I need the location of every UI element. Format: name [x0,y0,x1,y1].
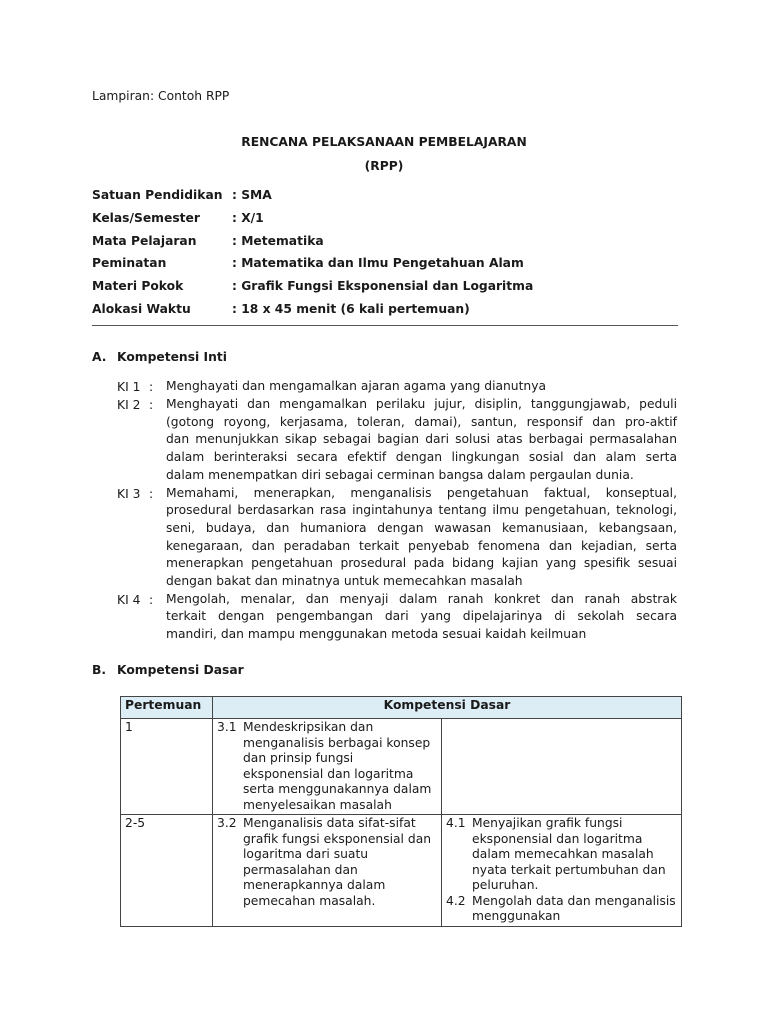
kompetensi-dasar-table [120,696,682,927]
ki-line: Mengolah, menalar, dan menyaji dalam ranah konkret dan ranah abstrak [166,591,677,606]
kd-item [217,720,437,813]
kd-text: Menyajikan grafik fungsi eksponensial dan logaritma dalam memecahkan masalah nyata terkait pertumbuhan dan peluruhan. [472,816,666,892]
cell-pertemuan: 2-5 [121,815,213,927]
kd-text: Mendeskripsikan dan menganalisis berbagai konsep dan prinsip fungsi eksponensial dan logaritma serta menggunakannya dalam menyelesaikan masalah [243,720,432,812]
ki-line: dengan bakat dan minatnya untuk memecahkan masalah [166,574,523,589]
section-title: Kompetensi Dasar [117,663,244,677]
info-row-peminatan [92,254,692,277]
section-title: Kompetensi Inti [117,350,227,364]
ki-label: KI 2 [117,398,141,412]
kd-number: 3.2 [217,816,237,830]
ki-line: prosedural berdasarkan rasa ingintahunya tentang ilmu pengetahuan, teknologi, [166,503,677,518]
info-row-satuan [92,186,692,209]
ki-text [166,396,677,485]
cell-kd3 [213,719,442,815]
lampiran-label: Lampiran: Contoh RPP [92,89,230,103]
ki-line: Menghayati dan mengamalkan ajaran agama yang dianutnya [166,379,547,393]
ki-line: Menghayati dan mengamalkan perilaku jujur, disiplin, tanggungjawab, peduli [166,397,677,411]
ki-item-2 [117,396,677,485]
info-label: Peminatan [92,256,167,271]
kd-number: 3.1 [217,720,237,734]
section-heading-kompetensi-dasar [92,661,244,679]
header-kompetensi-dasar: Kompetensi Dasar [213,697,682,719]
ki-line: menerapkan pengetahuan prosedural pada bidang kajian yang spesifik sesuai [166,556,677,571]
info-label: Alokasi Waktu [92,301,191,316]
info-row-alokasi [92,300,692,323]
section-heading-kompetensi-inti [92,348,227,366]
info-label: Kelas/Semester [92,210,200,225]
ki-text [166,485,677,591]
ki-colon: : [149,592,154,607]
info-value: : X/1 [232,210,264,225]
ki-colon: : [149,380,154,394]
cell-pertemuan: 1 [121,719,213,815]
kd-text: Mengolah data dan menganalisis menggunakan [472,893,676,923]
info-value: : Grafik Fungsi Eksponensial dan Logaritma [232,279,534,294]
document-subtitle: (RPP) [364,159,404,173]
identity-block [92,186,692,323]
ki-label: KI 4 [117,592,141,607]
horizontal-divider [92,325,678,326]
ki-line: dalam berinteraksi secara efektif dengan lingkungan sosial dan alam serta [166,450,677,465]
info-row-mapel [92,232,692,255]
info-row-kelas [92,209,692,232]
info-value: : 18 x 45 menit (6 kali pertemuan) [232,301,470,316]
ki-text [166,591,677,644]
ki-line: kenegaraan, dan peradaban terkait penyebab fenomena dan kejadian, serta [166,538,677,553]
ki-line: mandiri, dan mampu menggunakan metoda sesuai kaidah keilmuan [166,627,587,642]
kd-text: Menganalisis data sifat-sifat grafik fungsi eksponensial dan logaritma dari suatu permasalahan dan menerapkannya dalam pemecahan masalah. [243,816,432,908]
ki-line: dan menunjukkan sikap sebagai bagian dari solusi atas berbagai permasalahan [166,432,677,447]
kompetensi-inti-list [117,378,677,644]
ki-item-4 [117,591,677,644]
ki-item-1 [117,378,677,396]
ki-label: KI 1 [117,380,141,394]
ki-line: Memahami, menerapkan, menganalisis pengetahuan faktual, konseptual, [166,485,677,500]
ki-item-3 [117,485,677,591]
table-row [121,815,682,927]
info-row-materi [92,277,692,300]
ki-line: terkait dengan pengembangan dari yang dipelajarinya di sekolah secara [166,609,677,624]
kd-number: 4.1 [446,816,466,830]
info-value: : Matematika dan Ilmu Pengetahuan Alam [232,256,524,271]
table-header-row [121,697,682,719]
ki-colon: : [149,486,154,501]
ki-line: dalam menempatkan diri sebagai cerminan bangsa dalam pergaulan dunia. [166,467,634,482]
section-number: A. [92,350,107,364]
cell-kd4-empty [442,719,682,815]
info-value: : SMA [232,188,272,202]
document-title: RENCANA PELAKSANAAN PEMBELAJARAN [241,135,527,149]
ki-line: seni, budaya, dan humaniora dengan wawasan kemanusiaan, kebangsaan, [166,520,677,535]
info-label: Satuan Pendidikan [92,188,223,202]
section-number: B. [92,663,107,677]
kd-number: 4.2 [446,893,466,908]
ki-text [166,378,677,396]
info-label: Materi Pokok [92,279,184,294]
info-value: : Metematika [232,233,324,248]
cell-kd4 [442,815,682,927]
table-row [121,719,682,815]
info-label: Mata Pelajaran [92,233,197,248]
cell-kd3 [213,815,442,927]
ki-label: KI 3 [117,486,141,501]
kd-item [217,816,437,909]
header-pertemuan: Pertemuan [121,697,213,719]
ki-colon: : [149,398,154,412]
kd-item [446,894,677,925]
kd-item [446,816,677,894]
ki-line: (gotong royong, kerjasama, toleran, damai), santun, responsif dan pro-aktif [166,414,677,429]
